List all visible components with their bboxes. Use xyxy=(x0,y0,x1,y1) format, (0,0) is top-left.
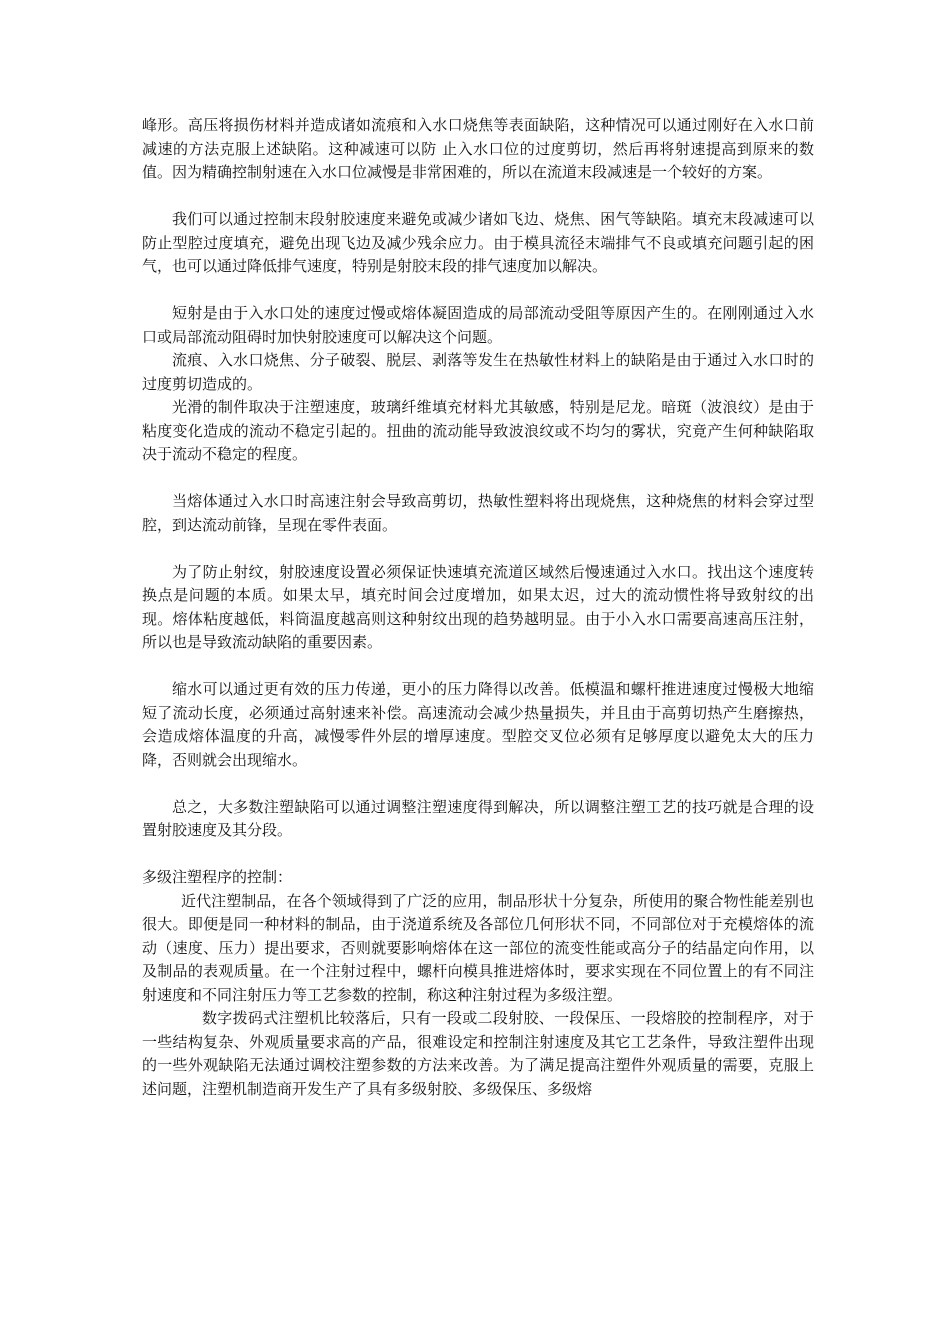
paragraph-smooth-parts: 光滑的制件取决于注塑速度，玻璃纤维填充材料尤其敏感，特别是尼龙。暗斑（波浪纹）是由于粘度变化造成的流动不稳定引起的。扭曲的流动能导致波浪纹或不均匀的雾状，究竟产生何种缺陷取决于流动不稳定的程度。 xyxy=(142,398,814,463)
paragraph-multistage-intro: 近代注塑制品，在各个领域得到了广泛的应用，制品形状十分复杂，所使用的聚合物性能差别也很大。即便是同一种材料的制品，由于浇道系统及各部位几何形状不同，不同部位对于充模熔体的流动（速度、压力）提出要求，否则就要影响熔体在这一部位的流变性能或高分子的结晶定向作用，以及制品的表观质量。在一个注射过程中，螺杆向模具推进熔体时，要求实现在不同位置上的有不同注射速度和不同注射压力等工艺参数的控制，称这种注射过程为多级注塑。 xyxy=(142,891,814,1004)
paragraph-short-shot: 短射是由于入水口处的速度过慢或熔体凝固造成的局部流动受阻等原因产生的。在刚刚通过入水口或局部流动阻碍时加快射胶速度可以解决这个问题。 xyxy=(142,304,814,346)
paragraph-flow-marks: 流痕、入水口烧焦、分子破裂、脱层、剥落等发生在热敏性材料上的缺陷是由于通过入水口时的过度剪切造成的。 xyxy=(142,351,814,393)
paragraph-jetting: 为了防止射纹，射胶速度设置必须保证快速填充流道区域然后慢速通过入水口。找出这个速度转换点是问题的本质。如果太早，填充时间会过度增加，如果太迟，过大的流动惯性将导致射纹的出现。熔体粘度越低，料筒温度越高则这种射纹出现的趋势越明显。由于小入水口需要高速高压注射，所以也是导致流动缺陷的重要因素。 xyxy=(142,562,814,651)
paragraph-high-shear: 当熔体通过入水口时高速注射会导致高剪切，热敏性塑料将出现烧焦，这种烧焦的材料会穿过型腔，到达流动前锋，呈现在零件表面。 xyxy=(142,492,814,534)
paragraph-end-speed: 我们可以通过控制末段射胶速度来避免或减少诸如飞边、烧焦、困气等缺陷。填充末段减速可以防止型腔过度填充，避免出现飞边及减少残余应力。由于模具流径末端排气不良或填充问题引起的困气，也可以通过降低排气速度，特别是射胶末段的排气速度加以解决。 xyxy=(142,210,814,275)
paragraph-digital-machines: 数字拨码式注塑机比较落后，只有一段或二段射胶、一段保压、一段熔胶的控制程序，对于一些结构复杂、外观质量要求高的产品，很难设定和控制注射速度及其它工艺条件，导致注塑件出现的一些外观缺陷无法通过调校注塑参数的方法来改善。为了满足提高注塑件外观质量的需要，克服上述问题，注塑机制造商开发生产了具有多级射胶、多级保压、多级熔 xyxy=(142,1009,814,1098)
section-heading: 多级注塑程序的控制： xyxy=(142,868,293,886)
paragraph-sink-marks: 缩水可以通过更有效的压力传递，更小的压力降得以改善。低模温和螺杆推进速度过慢极大地缩短了流动长度，必须通过高射速来补偿。高速流动会减少热量损失，并且由于高剪切热产生磨擦热，会造成熔体温度的升高，减慢零件外层的增厚速度。型腔交叉位必须有足够厚度以避免太大的压力降，否则就会出现缩水。 xyxy=(142,680,814,769)
document-body xyxy=(142,114,814,1101)
paragraph-continued: 峰形。高压将损伤材料并造成诸如流痕和入水口烧焦等表面缺陷，这种情况可以通过刚好在入水口前减速的方法克服上述缺陷。这种减速可以防 止入水口位的过度剪切，然后再将射速提高到原来的数值。因为精确控制射速在入水口位减慢是非常困难的，所以在流道末段减速是一个较好的方案。 xyxy=(142,116,814,181)
paragraph-summary: 总之，大多数注塑缺陷可以通过调整注塑速度得到解决，所以调整注塑工艺的技巧就是合理的设置射胶速度及其分段。 xyxy=(142,797,814,839)
